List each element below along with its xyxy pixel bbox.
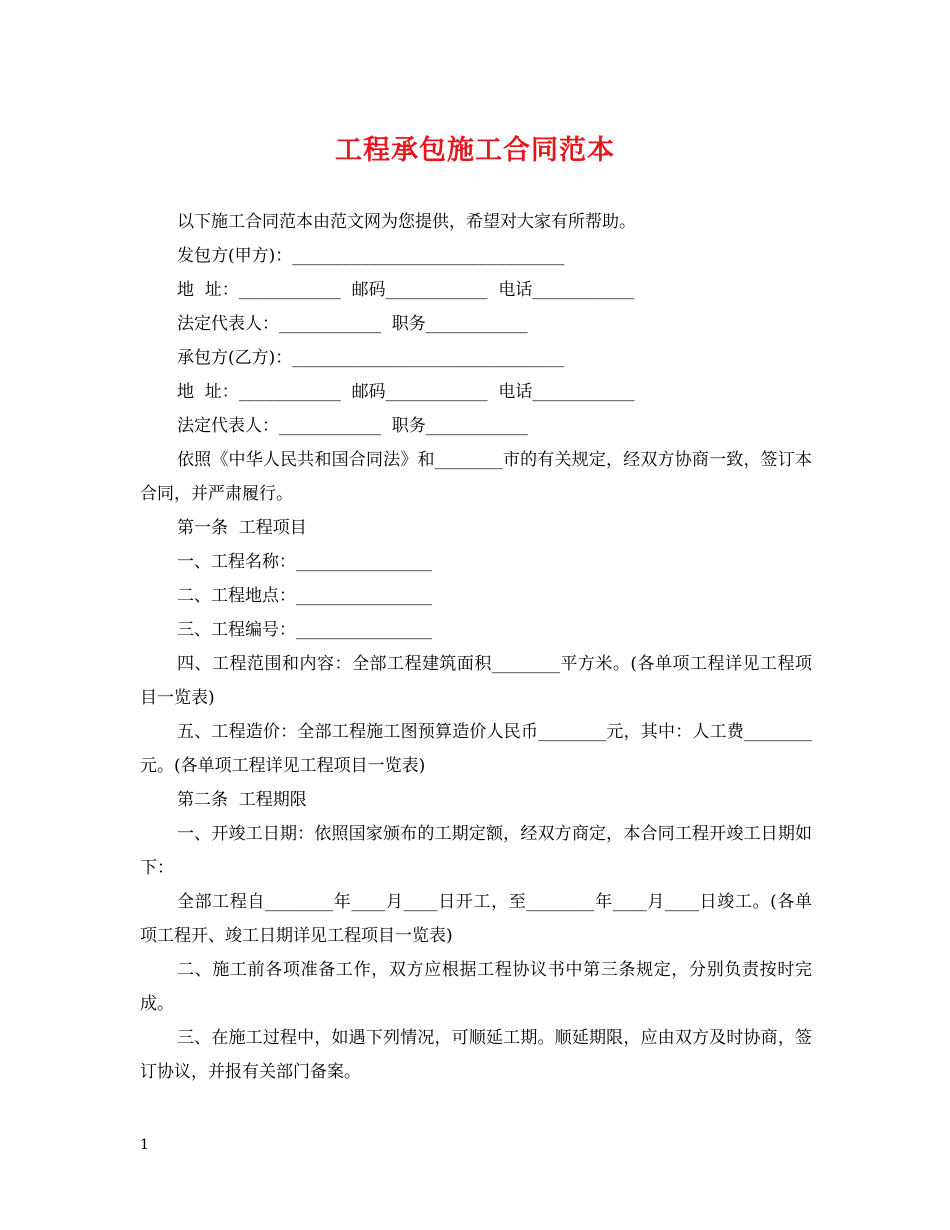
article-2-item-1: 一、开竣工日期：依照国家颁布的工期定额，经双方商定，本合同工程开竣工日期如下：	[140, 824, 812, 878]
page-number: 1	[140, 1137, 149, 1153]
paragraph-party-a-representative: 法定代表人：____________ 职务____________	[177, 314, 528, 334]
article-2-schedule: 全部工程自________年____月____日开工，至________年____月____日竣工。(各单项工程开、竣工日期详见工程项目一览表)	[140, 892, 812, 946]
paragraph-intro: 以下施工合同范本由范文网为您提供，希望对大家有所帮助。	[177, 212, 636, 232]
document-body	[140, 205, 812, 1089]
article-1-item-4: 四、工程范围和内容：全部工程建筑面积________平方米。(各单项工程详见工程项目一览表)	[140, 654, 812, 708]
paragraph-party-a: 发包方(甲方)：________________________________	[177, 246, 565, 266]
article-1-item-1: 一、工程名称：________________	[177, 552, 432, 572]
article-2-item-3: 三、在施工过程中，如遇下列情况，可顺延工期。顺延期限，应由双方及时协商，签订协议，并报有关部门备案。	[140, 1028, 812, 1082]
article-2-heading: 第二条 工程期限	[177, 790, 307, 810]
article-2-item-2: 二、施工前各项准备工作，双方应根据工程协议书中第三条规定，分别负责按时完成。	[140, 960, 812, 1014]
paragraph-legal-basis: 依照《中华人民共和国合同法》和________市的有关规定，经双方协商一致，签订本合同，并严肃履行。	[140, 450, 812, 504]
paragraph-party-b-address: 地 址：____________ 邮码____________ 电话____________	[177, 382, 635, 402]
article-1-heading: 第一条 工程项目	[177, 518, 307, 538]
paragraph-party-a-address: 地 址：____________ 邮码____________ 电话____________	[177, 280, 635, 300]
paragraph-party-b: 承包方(乙方)：________________________________	[177, 348, 565, 368]
article-1-item-2: 二、工程地点：________________	[177, 586, 432, 606]
document-title: 工程承包施工合同范本	[335, 135, 615, 166]
paragraph-party-b-representative: 法定代表人：____________ 职务____________	[177, 416, 528, 436]
article-1-item-5: 五、工程造价：全部工程施工图预算造价人民币________元，其中：人工费________元。(各单项工程详见工程项目一览表)	[140, 722, 812, 776]
article-1-item-3: 三、工程编号：________________	[177, 620, 432, 640]
